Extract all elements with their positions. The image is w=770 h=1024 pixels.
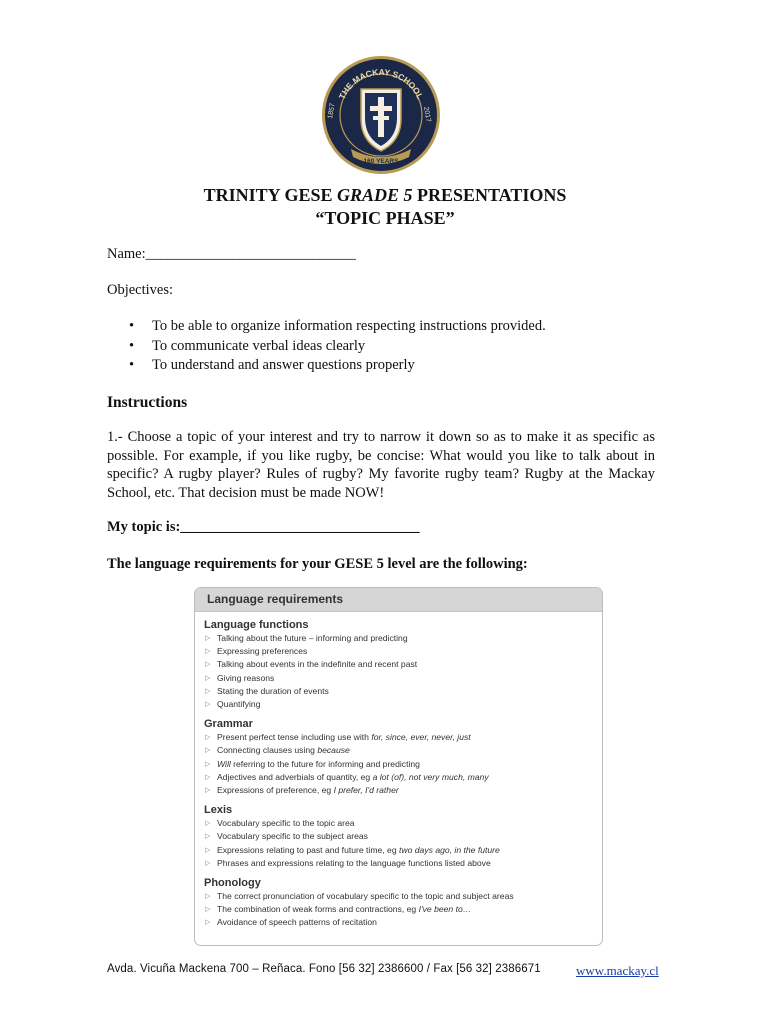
arrow-bullet-icon: ▷ — [205, 833, 211, 841]
section-phonology — [204, 876, 602, 930]
svg-text:160 YEARS: 160 YEARS — [363, 158, 399, 165]
objectives-label: Objectives: — [107, 282, 174, 298]
arrow-bullet-icon: ▷ — [205, 701, 211, 709]
objectives-list — [107, 317, 546, 376]
footer-address: Avda. Vicuña Mackena 700 – Reñaca. Fono [56 32] 2386600 / Fax [56 32] 2386671 — [107, 963, 541, 975]
requirement-item: ▷ Talking about events in the indefinite and recent past — [204, 658, 602, 671]
section-title: Lexis — [204, 804, 233, 817]
requirement-item: ▷ Avoidance of speech patterns of recitation — [204, 916, 602, 929]
svg-text:THE MACKAY SCHOOL: THE MACKAY SCHOOL — [336, 66, 426, 101]
arrow-bullet-icon: ▷ — [205, 906, 211, 914]
requirement-item: ▷ Adjectives and adverbials of quantity, eg a lot (of), not very much, many — [204, 771, 602, 784]
requirement-item: ▷ Expressions relating to past and future time, eg two days ago, in the future — [204, 844, 602, 857]
requirements-box-header: Language requirements — [195, 588, 602, 612]
school-crest-logo — [321, 53, 441, 177]
svg-text:1857: 1857 — [327, 102, 337, 120]
arrow-bullet-icon: ▷ — [205, 747, 211, 755]
arrow-bullet-icon: ▷ — [205, 661, 211, 669]
arrow-bullet-icon: ▷ — [205, 859, 211, 867]
footer-website-link[interactable]: www.mackay.cl — [576, 963, 659, 978]
section-title: Grammar — [204, 718, 253, 731]
arrow-bullet-icon: ▷ — [205, 773, 211, 781]
arrow-bullet-icon: ▷ — [205, 674, 211, 682]
requirement-item: ▷ Will referring to the future for informing and predicting — [204, 758, 602, 771]
arrow-bullet-icon: ▷ — [205, 820, 211, 828]
arrow-bullet-icon: ▷ — [205, 687, 211, 695]
requirement-item: ▷ Stating the duration of events — [204, 685, 602, 698]
section-language-functions — [204, 618, 602, 711]
arrow-bullet-icon: ▷ — [205, 635, 211, 642]
requirement-item: ▷ The combination of weak forms and contractions, eg I've been to… — [204, 903, 602, 916]
requirement-item: ▷ Expressing preferences — [204, 645, 602, 658]
document-title-line-1: TRINITY GESE GRADE 5 PRESENTATIONS — [203, 185, 567, 205]
requirement-item: ▷ Giving reasons — [204, 672, 602, 685]
requirement-item: ▷ Quantifying — [204, 698, 602, 711]
requirement-item: ▷ Vocabulary specific to the topic area — [204, 817, 602, 830]
svg-text:2017: 2017 — [422, 106, 432, 123]
list-item: • To be able to organize information respecting instructions provided. — [129, 318, 546, 334]
section-title: Phonology — [204, 877, 261, 890]
arrow-bullet-icon: ▷ — [205, 648, 211, 656]
instructions-paragraph: 1.- Choose a topic of your interest and try to narrow it down so as to make it as specific as possible. For example, if you like rugby, be concise: What would you like to talk about in specific? A rugby player? Rules of rugby? My favorite rugby team? Rugby at the Mackay School, etc. That decision must be made NOW! — [107, 429, 655, 501]
list-item: • To understand and answer questions properly — [129, 357, 415, 373]
arrow-bullet-icon: ▷ — [205, 846, 211, 854]
requirement-item: ▷ Expressions of preference, eg I prefer, I'd rather — [204, 784, 602, 797]
section-grammar — [204, 717, 602, 797]
name-field-line: Name:_____________________________ — [107, 246, 356, 262]
section-title: Language functions — [204, 619, 309, 631]
language-requirements-box — [194, 587, 603, 946]
section-lexis — [204, 803, 602, 870]
requirement-item: ▷ Phrases and expressions relating to the language functions listed above — [204, 857, 602, 870]
my-topic-line: My topic is:_________________________________ — [107, 519, 420, 535]
arrow-bullet-icon: ▷ — [205, 734, 211, 742]
requirement-item: ▷ Vocabulary specific to the subject areas — [204, 830, 602, 843]
arrow-bullet-icon: ▷ — [205, 787, 211, 795]
instructions-heading: Instructions — [107, 394, 188, 411]
requirement-item: ▷ Connecting clauses using because — [204, 744, 602, 757]
requirement-item: ▷ Present perfect tense including use with for, since, ever, never, just — [204, 731, 602, 744]
document-title-line-2: “TOPIC PHASE” — [315, 208, 455, 228]
requirement-item: ▷ The correct pronunciation of vocabulary specific to the topic and subject areas — [204, 890, 602, 903]
requirement-item: ▷ Talking about the future – informing and predicting — [204, 632, 602, 645]
arrow-bullet-icon: ▷ — [205, 893, 211, 901]
list-item: • To communicate verbal ideas clearly — [129, 337, 366, 354]
arrow-bullet-icon: ▷ — [205, 919, 211, 927]
arrow-bullet-icon: ▷ — [205, 760, 211, 768]
language-requirements-heading: The language requirements for your GESE 5 level are the following: — [107, 556, 528, 572]
